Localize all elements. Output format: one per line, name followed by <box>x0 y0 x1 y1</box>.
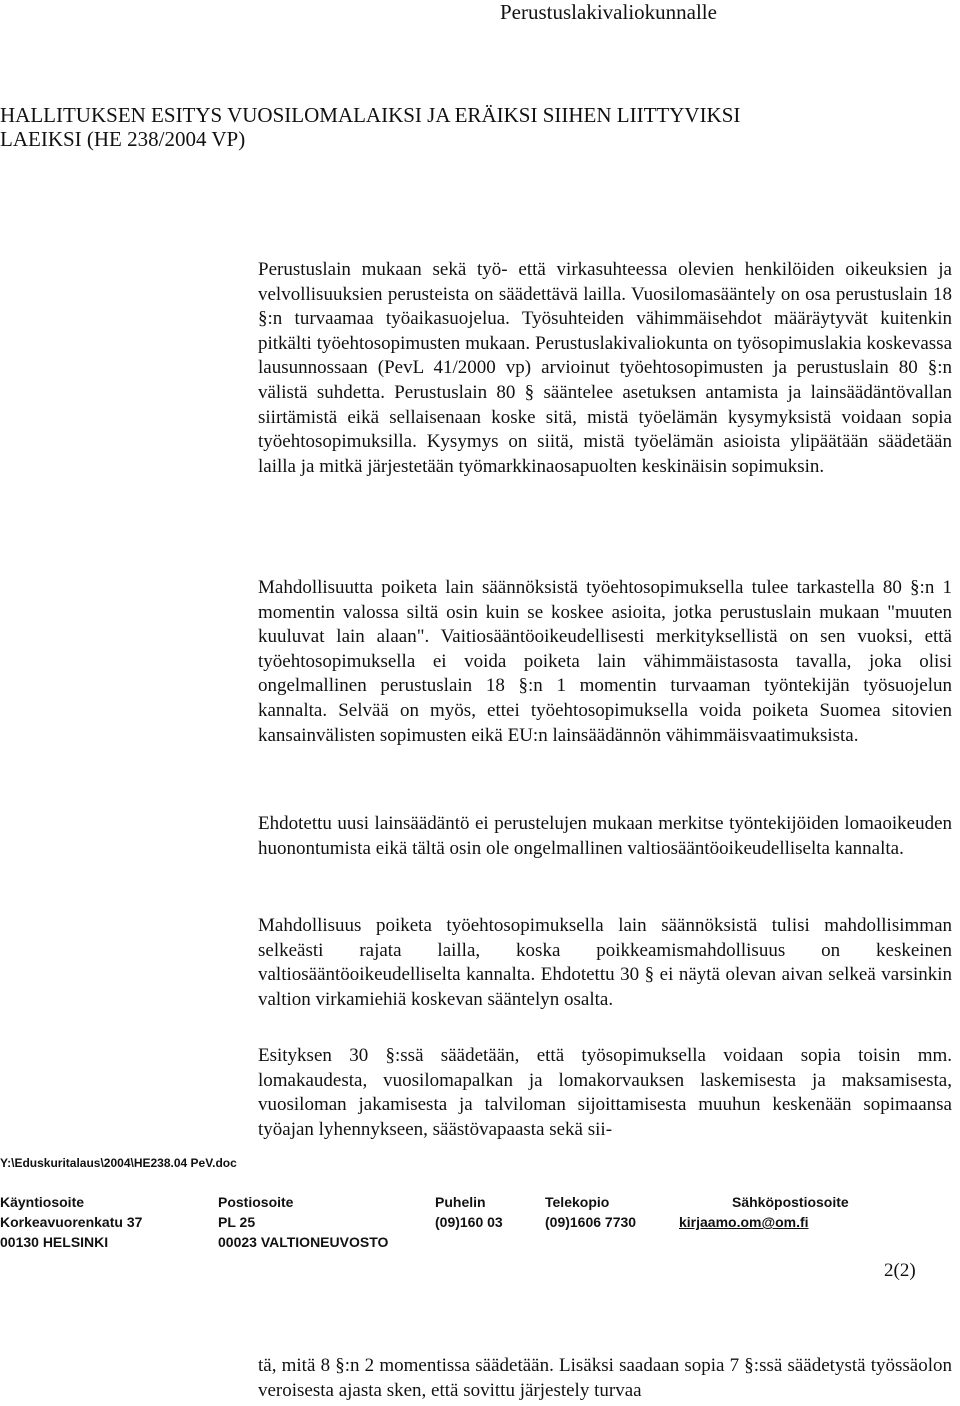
footer-post-address <box>218 1192 388 1252</box>
recipient-heading: Perustuslakivaliokunnalle <box>500 0 717 24</box>
continued-paragraph-text: tä, mitä 8 §:n 2 momentissa säädetään. Lisäksi saadaan sopia 7 §:ssä säädetystä työssäolon veroisesta ajasta sken, että sovittu järjestely turvaa <box>258 1355 952 1401</box>
paragraph-1-text: Perustuslain mukaan sekä työ- että virkasuhteessa olevien henkilöiden oikeuksien ja velvollisuuksien perusteista on säädettävä lailla. Vuosilomasääntely on osa perustuslain 18 §:n turvaamaa työaikasuojelua. Työsuhteiden vähimmäisehdot määräytyvät kuitenkin pitkälti työehtosopimusten mukaan. Perustuslakivaliokunta on työsopimuslakia koskevassa lausunnossaan (PevL 41/2000 vp) arvioinut työehtosopimusten ja perustuslain 80 §:n välistä suhdetta. Perustuslain 80 § sääntelee asetuksen antamista ja lainsäädäntövallan siirtämistä eikä sellaisenaan koske sitä, mistä työelämän kysymyksistä voidaan sopia työehtosopimuksilla. Kysymys on siitä, mistä työelämän asioista ylipäätään säädetään lailla ja mitkä järjestetään työmarkkinaosapuolten keskinäisin sopimuksin. <box>258 259 952 477</box>
footer-visit-city: 00130 HELSINKI <box>0 1234 109 1250</box>
paragraph-2 <box>258 576 952 748</box>
paragraph-4-text: Mahdollisuus poiketa työehtosopimuksella lain säännöksistä tulisi mahdollisimman selkeästi rajata lailla, koska poikkeamismahdollisuus on keskeinen valtiosääntöoikeudelliselta kannalta. Ehdotettu 30 § ei näytä olevan aivan selkeä varsinkin valtion virkamiehiä koskevan sääntelyn osalta. <box>258 915 952 1010</box>
paragraph-4 <box>258 914 952 1012</box>
footer-email-link[interactable]: kirjaamo.om@om.fi <box>679 1214 809 1230</box>
footer-visit-address <box>0 1192 142 1252</box>
file-path: Y:\Eduskuritalaus\2004\HE238.04 PeV.doc <box>0 1156 237 1170</box>
paragraph-3 <box>258 812 952 861</box>
document-title <box>0 103 900 151</box>
paragraph-2-text: Mahdollisuutta poiketa lain säännöksistä työehtosopimuksella tulee tarkastella 80 §:n 1 momentin valossa siltä osin kuin se koskee asioita, jotka perustuslain mukaan "muuten kuuluvat lain alaan". Vaitiosääntöoikeudellisesti merkityksellistä on sen vuoksi, että työehtosopimuksella ei voida poiketa lain vähimmäistasosta tavalla, joka olisi ongelmallinen perustuslain 18 §:n 1 momentin turvaaman työntekijän työsuojelun kannalta. Selvää on myös, ettei työehtosopimuksella voida poiketa Suomea sitovien kansainvälisten sopimusten eikä EU:n lainsäädännön vähimmäisvaatimuksista. <box>258 577 952 746</box>
footer-post-label: Postiosoite <box>218 1194 294 1210</box>
footer-email <box>679 1192 849 1232</box>
footer-visit-label: Käyntiosoite <box>0 1194 85 1210</box>
title-line-1: HALLITUKSEN ESITYS VUOSILOMALAIKSI JA ERÄIKSI SIIHEN LIITTYVIKSI <box>0 103 741 127</box>
footer-fax-value: (09)1606 7730 <box>545 1214 637 1230</box>
footer-post-box: PL 25 <box>218 1214 256 1230</box>
page-number: 2(2) <box>884 1260 916 1281</box>
footer-post-city: 00023 VALTIONEUVOSTO <box>218 1234 389 1250</box>
footer-phone-value: (09)160 03 <box>435 1214 503 1230</box>
footer-fax-label: Telekopio <box>545 1194 610 1210</box>
footer-phone-label: Puhelin <box>435 1194 486 1210</box>
paragraph-5 <box>258 1044 952 1142</box>
title-line-2: LAEIKSI (HE 238/2004 VP) <box>0 127 246 151</box>
footer-visit-street: Korkeavuorenkatu 37 <box>0 1214 143 1230</box>
footer-phone <box>435 1192 503 1232</box>
footer-email-label: Sähköpostiosoite <box>732 1194 849 1210</box>
paragraph-3-text: Ehdotettu uusi lainsäädäntö ei perustelujen mukaan merkitse työntekijöiden lomaoikeuden huonontumista eikä tältä osin ole ongelmallinen valtiosääntöoikeudelliselta kannalta. <box>258 813 952 859</box>
paragraph-5-text: Esityksen 30 §:ssä säädetään, että työsopimuksella voidaan sopia toisin mm. lomakaudesta, vuosilomapalkan ja lomakorvauksen laskemisesta ja maksamisesta, vuosiloman jakamisesta ja talviloman sijoittamisesta muuhun keskenään sopimaansa työajan lyhennykseen, säästövapaasta sekä sii- <box>258 1045 952 1140</box>
paragraph-1 <box>258 258 952 479</box>
footer-fax <box>545 1192 636 1232</box>
continued-paragraph <box>258 1354 952 1403</box>
